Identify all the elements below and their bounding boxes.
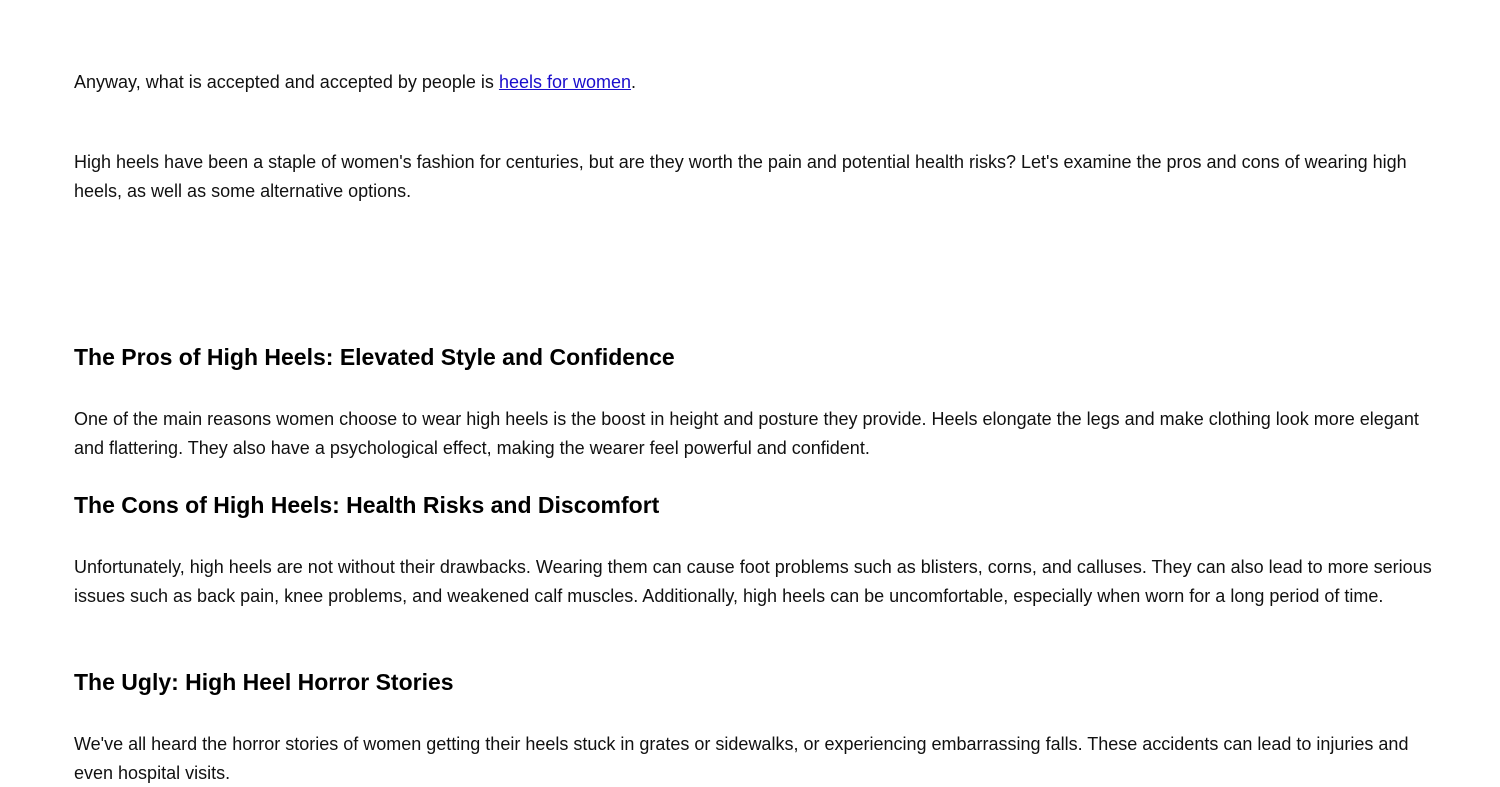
section-ugly-heading-block [74,667,1434,697]
lead-paragraph-block [74,148,1434,205]
intro-paragraph [74,68,1434,97]
intro-text-before-link: Anyway, what is accepted and accepted by people is [74,72,499,92]
section-body-pros: One of the main reasons women choose to wear high heels is the boost in height and posture they provide. Heels elongate the legs and make clothing look more elegant and flattering. They also have a psychological effect, making the wearer feel powerful and confident. [74,409,1419,458]
heels-for-women-link[interactable]: heels for women [498,72,632,92]
section-cons-heading-block [74,490,1434,520]
section-ugly-body-block [74,730,1434,787]
lead-paragraph: High heels have been a staple of women's fashion for centuries, but are they worth the pain and potential health risks? Let's examine the pros and cons of wearing high heels, as well as some alternative options. [74,152,1407,201]
section-body-cons: Unfortunately, high heels are not without their drawbacks. Wearing them can cause foot problems such as blisters, corns, and calluses. They can also lead to more serious issues such as back pain, knee problems, and weakened calf muscles. Additionally, high heels can be uncomfortable, especially when worn for a long period of time. [74,557,1432,606]
section-heading-pros: The Pros of High Heels: Elevated Style and Confidence [74,344,675,370]
intro-text [74,68,1434,97]
section-pros-body-block [74,405,1434,462]
section-body-ugly: We've all heard the horror stories of women getting their heels stuck in grates or sidewalks, or experiencing embarrassing falls. These accidents can lead to injuries and even hospital visits. [74,734,1409,783]
section-pros-heading-block [74,342,1434,372]
section-cons-body-block [74,553,1434,610]
section-heading-ugly: The Ugly: High Heel Horror Stories [74,669,454,695]
intro-text-after-link: . [631,72,637,92]
section-heading-cons: The Cons of High Heels: Health Risks and Discomfort [74,492,660,518]
